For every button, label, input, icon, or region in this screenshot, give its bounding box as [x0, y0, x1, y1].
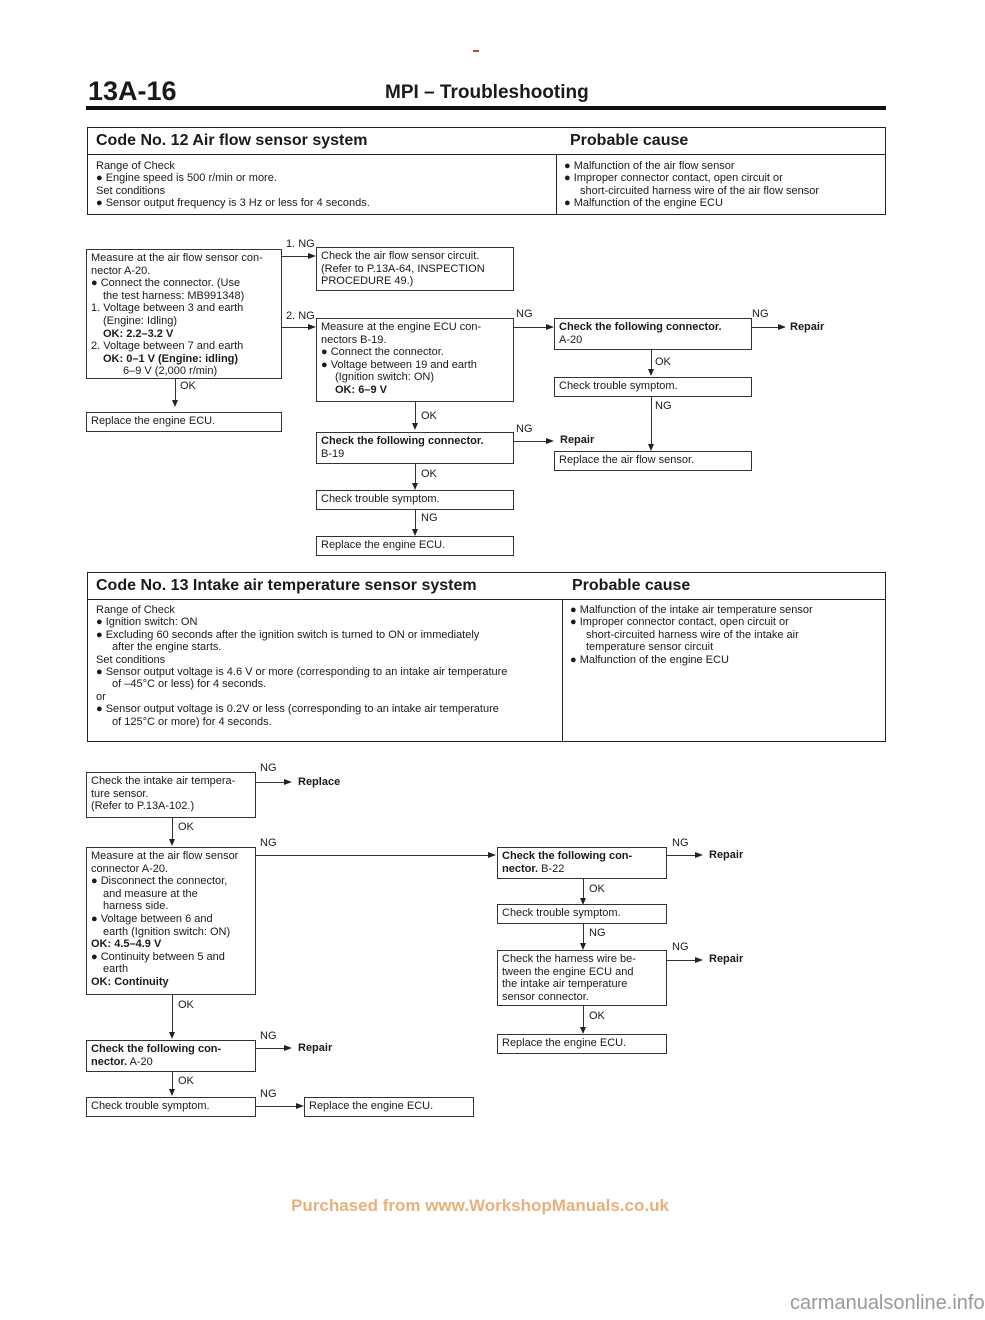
code13-check-line: after the engine starts.: [112, 641, 222, 654]
ok-label: OK: [421, 468, 437, 480]
text-line: 2. Voltage between 7 and earth: [91, 340, 244, 353]
arrow-right: [778, 324, 786, 330]
repair-label: Repair: [709, 849, 744, 861]
connector: [651, 350, 652, 370]
text-line: ● Voltage between 19 and earth: [321, 358, 477, 371]
flow12-check-symptom-box: [316, 490, 514, 510]
arrow-right: [695, 852, 703, 858]
code13-cause-line: ● Malfunction of the engine ECU: [570, 653, 729, 666]
text-line: ● Connect the connector.: [321, 346, 444, 359]
ng2-label: 2. NG: [286, 310, 315, 322]
page-number: 13A-16: [88, 76, 177, 106]
flow12-replace-ecu2-box: [316, 536, 514, 556]
text-line: the intake air temperature: [502, 978, 628, 991]
flow12-check-b19-box: [316, 432, 514, 464]
text-line: 6–9 V (2,000 r/min): [123, 365, 218, 378]
text-line: earth (Ignition switch: ON): [103, 925, 231, 938]
code12-cause-line: ● Improper connector contact, open circuit or: [564, 172, 783, 185]
arrow-right: [308, 253, 316, 259]
ng-label: NG: [260, 1088, 277, 1100]
text-line: A-20: [559, 333, 583, 346]
flow12-replace-afs-box: [554, 451, 752, 471]
connector: [583, 879, 584, 899]
flow13-replace-ecu2-box: [497, 1034, 667, 1054]
text-line: (Refer to P.13A-64, INSPECTION: [321, 262, 485, 275]
flow12-check-circuit-box: [316, 247, 514, 291]
text-line: OK: 2.2–3.2 V: [103, 327, 174, 340]
code13-divider-h: [88, 599, 885, 600]
repair-label: Repair: [709, 953, 744, 965]
flow13-replace-ecu-box: [304, 1097, 474, 1117]
ng-label: NG: [260, 1030, 277, 1042]
ok-label: OK: [421, 410, 437, 422]
arrow-down: [412, 423, 418, 430]
code13-check-line: or: [96, 690, 106, 703]
flow12-check-symptom2-box: [554, 377, 752, 397]
text-line: ● Disconnect the connector,: [91, 875, 228, 888]
text-line: tween the engine ECU and: [502, 965, 634, 978]
arrow-right: [695, 957, 703, 963]
code13-cause-title: Probable cause: [572, 577, 691, 594]
text-fragment: nector.: [502, 862, 539, 875]
text-line: Check trouble symptom.: [559, 380, 678, 392]
text-line: nectors B-19.: [321, 333, 387, 346]
text-line: Check trouble symptom.: [321, 493, 440, 505]
code12-cause-line: ● Malfunction of the engine ECU: [564, 197, 723, 210]
ok-label: OK: [178, 1075, 194, 1087]
repair-label: Repair: [298, 1042, 333, 1054]
arrow-right: [308, 324, 316, 330]
connector: [256, 1106, 300, 1107]
text-line: Measure at the air flow sensor: [91, 850, 239, 862]
arrow-down: [412, 529, 418, 536]
text-fragment: nector.: [91, 1055, 128, 1068]
ng-label: NG: [672, 941, 689, 953]
flow13-check-symptom2-box: [497, 904, 667, 924]
connector: [172, 1072, 173, 1090]
ok-label: OK: [655, 356, 671, 368]
arrow-right: [546, 438, 554, 444]
arrow-down: [172, 400, 178, 407]
connector: [583, 1006, 584, 1028]
code13-divider-v: [562, 599, 563, 741]
arrow-right: [284, 779, 292, 785]
code13-check-line: Range of Check: [96, 604, 175, 616]
text-line: B-19: [321, 447, 345, 460]
footer-purchase-notice: Purchased from www.WorkshopManuals.co.uk: [291, 1196, 669, 1215]
connector: [415, 402, 416, 424]
ng-label: NG: [260, 762, 277, 774]
code12-check-line: ● Sensor output frequency is 3 Hz or less for 4 seconds.: [96, 197, 370, 210]
connector: [651, 397, 652, 445]
text-line: ● Continuity between 5 and: [91, 950, 225, 963]
code12-divider-h: [88, 154, 885, 155]
red-mark: [473, 50, 479, 52]
connector: [514, 441, 550, 442]
repair-label: Repair: [560, 434, 595, 446]
text-line: (Ignition switch: ON): [335, 371, 435, 384]
ng-label: NG: [589, 927, 606, 939]
watermark: carmanualsonline.info: [790, 1292, 985, 1314]
code13-cause-line: ● Malfunction of the intake air temperature sensor: [570, 604, 813, 616]
ng-label: NG: [516, 308, 533, 320]
text-line: Check the following con-: [91, 1043, 222, 1055]
arrow-down: [648, 369, 654, 376]
text-line: Replace the engine ECU.: [91, 415, 216, 427]
code13-check-line: ● Ignition switch: ON: [96, 616, 198, 629]
code12-cause-line: short-circuited harness wire of the air flow sensor: [580, 184, 820, 197]
text-line: Check the intake air tempera-: [91, 775, 236, 787]
page-title: MPI – Troubleshooting: [385, 82, 589, 103]
text-line: OK: 6–9 V: [335, 383, 387, 396]
ng-label: NG: [752, 308, 769, 320]
arrow-right: [488, 852, 496, 858]
text-line: OK: 4.5–4.9 V: [91, 938, 162, 951]
text-line: Replace the engine ECU.: [321, 539, 446, 551]
text-line: Replace the engine ECU.: [309, 1100, 434, 1112]
flow13-measure-afs-box: [86, 847, 256, 995]
replace-label: Replace: [298, 776, 341, 788]
flow13-check-symptom-box: [86, 1097, 256, 1117]
connector: [583, 924, 584, 944]
ok-label: OK: [180, 380, 196, 392]
text-line: Check the air flow sensor circuit.: [321, 250, 480, 262]
repair-label: Repair: [790, 321, 825, 333]
code12-cause-line: ● Malfunction of the air flow sensor: [564, 160, 735, 172]
text-line: Replace the engine ECU.: [502, 1037, 627, 1049]
code13-box: [87, 572, 886, 742]
flow13-check-a20-box: [86, 1040, 256, 1072]
text-line: Check the following connector.: [321, 435, 484, 447]
text-line: sensor connector.: [502, 990, 589, 1003]
text-line: Measure at the engine ECU con-: [321, 321, 482, 333]
ng-label: NG: [672, 837, 689, 849]
ng-label: NG: [655, 400, 672, 412]
text-line: and measure at the: [103, 887, 198, 900]
connector: [514, 327, 550, 328]
arrow-down: [412, 483, 418, 490]
text-line: 1. Voltage between 3 and earth: [91, 302, 244, 315]
code13-title: Code No. 13 Intake air temperature sensor system: [96, 577, 477, 594]
text-line: ture sensor.: [91, 787, 149, 800]
ng-label: NG: [516, 423, 533, 435]
code13-cause-line: temperature sensor circuit: [586, 641, 714, 654]
text-line: nector A-20.: [91, 264, 151, 277]
text-line: OK: 0–1 V (Engine: idling): [103, 352, 239, 365]
code12-box: [87, 127, 886, 215]
text-line: Check trouble symptom.: [502, 907, 621, 919]
arrow-right: [284, 1045, 292, 1051]
text-line: earth: [103, 963, 129, 976]
flow12-measure-afs-box: [86, 249, 282, 379]
code13-check-line: of 125°C or more) for 4 seconds.: [112, 715, 272, 728]
code13-check-line: ● Sensor output voltage is 0.2V or less (corresponding to an intake air temperature: [96, 703, 499, 716]
text-line: Check the following con-: [502, 850, 633, 862]
ng-label: NG: [260, 837, 277, 849]
code12-check-line: Range of Check: [96, 160, 175, 172]
code12-cause-title: Probable cause: [570, 132, 689, 149]
connector: [172, 818, 173, 840]
flow13-check-iat-box: [86, 772, 256, 818]
code12-causes: [564, 160, 819, 210]
text-line: harness side.: [103, 900, 169, 913]
text-line: Check the following connector.: [559, 321, 722, 333]
code13-cause-line: short-circuited harness wire of the intake air: [586, 628, 799, 641]
arrow-down: [580, 1027, 586, 1034]
text-fragment: B-22: [541, 862, 565, 875]
ok-label: OK: [589, 883, 605, 895]
text-line: ● Connect the connector. (Use: [91, 277, 241, 290]
text-line: the test harness: MB991348): [103, 289, 245, 302]
arrow-down: [169, 1089, 175, 1096]
ng-label: NG: [421, 512, 438, 524]
flow12-measure-ecu-box: [316, 318, 514, 402]
header-rule: [86, 106, 886, 110]
arrow-right: [296, 1103, 304, 1109]
connector: [175, 379, 176, 401]
code13-check-line: of –45°C or less) for 4 seconds.: [112, 678, 267, 691]
code12-check-line: Set conditions: [96, 184, 166, 197]
connector: [172, 995, 173, 1033]
flow13-check-harness-box: [497, 950, 667, 1006]
text-line: connector A-20.: [91, 862, 169, 875]
text-line: Replace the air flow sensor.: [559, 454, 695, 466]
ng1-label: 1. NG: [286, 238, 315, 250]
text-line: (Engine: Idling): [103, 314, 177, 327]
code12-divider-v: [556, 154, 557, 214]
text-line: Check the harness wire be-: [502, 953, 636, 965]
arrow-down: [169, 839, 175, 846]
connector: [415, 464, 416, 484]
text-line: ● Voltage between 6 and: [91, 912, 213, 925]
flow12-check-a20-box: [554, 318, 752, 350]
connector: [256, 855, 492, 856]
text-line: (Refer to P.13A-102.): [91, 800, 195, 813]
arrow-right: [546, 324, 554, 330]
flow13-check-b22-box: [497, 847, 667, 879]
arrow-down: [169, 1032, 175, 1039]
arrow-down: [648, 444, 654, 451]
arrow-down: [580, 943, 586, 950]
text-line: OK: Continuity: [91, 975, 169, 988]
code12-title: Code No. 12 Air flow sensor system: [96, 132, 368, 149]
ok-label: OK: [178, 999, 194, 1011]
ok-label: OK: [178, 821, 194, 833]
code13-cause-line: ● Improper connector contact, open circuit or: [570, 616, 789, 629]
code13-check-line: ● Sensor output voltage is 4.6 V or more (corresponding to an intake air temperature: [96, 666, 508, 679]
code13-check-line: Set conditions: [96, 653, 166, 666]
code12-check-line: ● Engine speed is 500 r/min or more.: [96, 172, 277, 185]
text-line: Check trouble symptom.: [91, 1100, 210, 1112]
code12-check: [96, 160, 370, 210]
ok-label: OK: [589, 1010, 605, 1022]
text-line: Measure at the air flow sensor con-: [91, 252, 263, 264]
flow12-replace-ecu-box: [86, 412, 282, 432]
text-line: PROCEDURE 49.): [321, 275, 414, 288]
text-fragment: A-20: [129, 1055, 153, 1068]
code13-check-line: ● Excluding 60 seconds after the ignition switch is turned to ON or immediately: [96, 628, 480, 641]
code13-check: [96, 604, 507, 728]
connector: [415, 510, 416, 530]
code13-causes: [570, 604, 813, 666]
